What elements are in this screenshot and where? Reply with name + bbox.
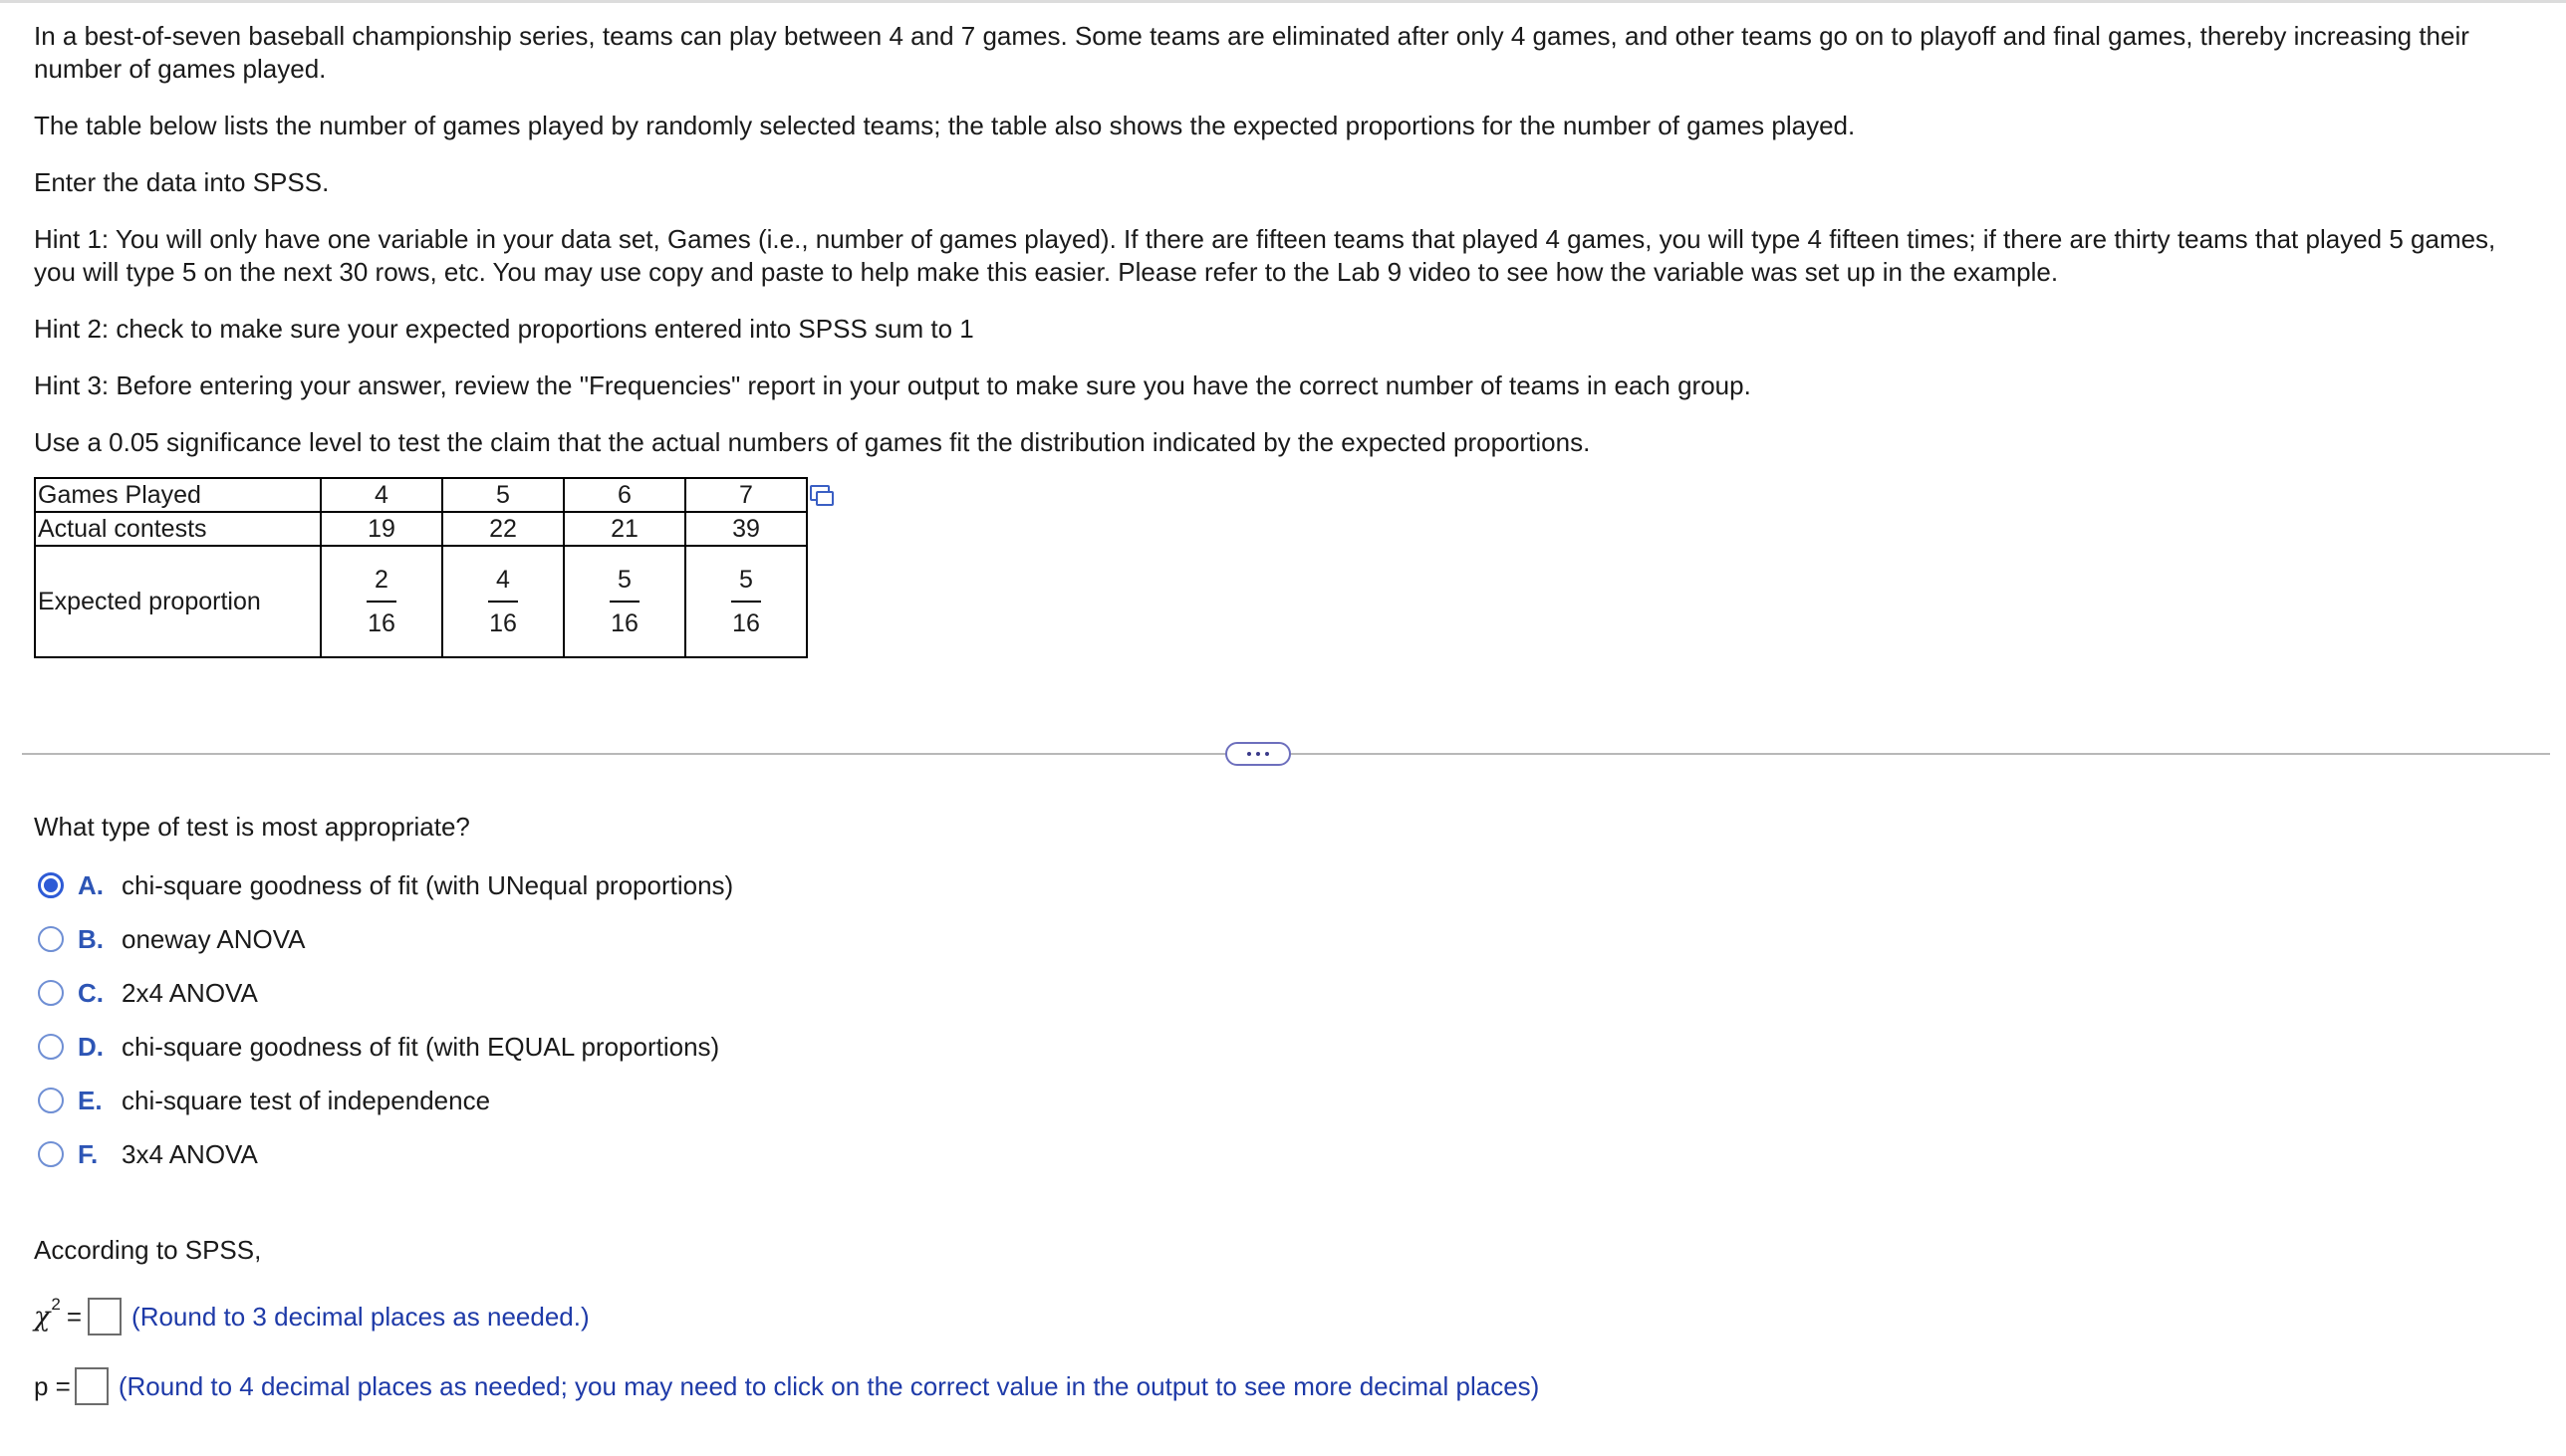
option-letter: B. [78, 923, 104, 954]
question-text: What type of test is most appropriate? [34, 812, 470, 842]
option-f[interactable] [38, 1127, 733, 1181]
claim-text: Use a 0.05 significance level to test the claim that the actual numbers of games fit the distribution indicated by the expected proportions. [34, 427, 1591, 457]
chi-square-input[interactable] [88, 1298, 122, 1335]
equals-sign: = [66, 1301, 83, 1332]
top-border [0, 0, 2566, 3]
table-row-expected [35, 546, 807, 657]
copy-icon[interactable] [809, 484, 835, 508]
numerator: 2 [375, 566, 388, 594]
problem-statement [34, 20, 2524, 483]
expected-cell [442, 546, 564, 657]
chi-square-row [34, 1297, 590, 1336]
data-table-container [34, 477, 808, 658]
radio-button[interactable] [38, 1034, 64, 1060]
games-cell: 4 [321, 478, 442, 512]
expected-cell [564, 546, 685, 657]
denominator: 16 [368, 609, 395, 637]
denominator: 16 [611, 609, 639, 637]
actual-contests-label: Actual contests [35, 512, 321, 546]
hint-2: Hint 2: check to make sure your expected proportions entered into SPSS sum to 1 [34, 314, 974, 344]
games-played-label: Games Played [35, 478, 321, 512]
option-text[interactable]: 2x4 ANOVA [122, 977, 258, 1008]
denominator: 16 [489, 609, 517, 637]
enter-instruction: Enter the data into SPSS. [34, 167, 330, 197]
option-b[interactable] [38, 912, 733, 966]
fraction [610, 565, 640, 638]
actual-cell: 19 [321, 512, 442, 546]
numerator: 5 [618, 566, 632, 594]
option-text[interactable]: chi-square goodness of fit (with UNequal proportions) [122, 869, 734, 900]
fraction [367, 565, 396, 638]
fraction [488, 565, 518, 638]
more-options-icon [1247, 752, 1251, 756]
radio-button[interactable] [38, 1141, 64, 1167]
p-label: p = [34, 1370, 71, 1401]
option-d[interactable] [38, 1020, 733, 1074]
option-text[interactable]: chi-square test of independence [122, 1085, 491, 1115]
option-letter: C. [78, 977, 104, 1008]
fraction-bar [367, 601, 396, 603]
games-cell: 5 [442, 478, 564, 512]
more-options-icon [1256, 752, 1260, 756]
p-round-hint: (Round to 4 decimal places as needed; you may need to click on the correct value in the output to see more decimal places) [118, 1370, 1540, 1401]
fraction-bar [731, 601, 761, 603]
option-letter: E. [78, 1085, 103, 1115]
p-value-row [34, 1366, 1539, 1406]
table-description: The table below lists the number of games played by randomly selected teams; the table also shows the expected proportions for the number of games played. [34, 111, 1856, 140]
chi-symbol: χ [34, 1301, 51, 1333]
numerator: 4 [496, 566, 510, 594]
according-text: According to SPSS, [34, 1235, 262, 1265]
option-letter: F. [78, 1138, 99, 1169]
table-row-games [35, 478, 807, 512]
more-options-icon [1265, 752, 1269, 756]
actual-cell: 39 [685, 512, 807, 546]
option-text[interactable]: chi-square goodness of fit (with EQUAL proportions) [122, 1031, 720, 1062]
denominator: 16 [732, 609, 760, 637]
expected-cell [685, 546, 807, 657]
games-cell: 7 [685, 478, 807, 512]
option-text[interactable]: oneway ANOVA [122, 923, 306, 954]
answer-options [38, 858, 733, 1181]
table-row-actual [35, 512, 807, 546]
option-letter: D. [78, 1031, 104, 1062]
games-cell: 6 [564, 478, 685, 512]
intro-text: In a best-of-seven baseball championship series, teams can play between 4 and 7 games. Some teams are eliminated after only 4 games, and other teams go on to playoff and final games, thereby increasing their number of games played. [34, 21, 2469, 84]
p-value-input[interactable] [75, 1367, 109, 1405]
radio-dot [44, 878, 58, 892]
actual-cell: 22 [442, 512, 564, 546]
expected-proportion-label: Expected proportion [35, 546, 321, 657]
radio-button[interactable] [38, 1088, 64, 1113]
radio-button[interactable] [38, 980, 64, 1006]
radio-button-selected[interactable] [38, 872, 64, 898]
numerator: 5 [739, 566, 753, 594]
chi-exponent: 2 [51, 1295, 61, 1314]
actual-cell: 21 [564, 512, 685, 546]
fraction-bar [488, 601, 518, 603]
fraction-bar [610, 601, 640, 603]
option-text[interactable]: 3x4 ANOVA [122, 1138, 258, 1169]
option-e[interactable] [38, 1074, 733, 1127]
option-a[interactable] [38, 858, 733, 912]
radio-button[interactable] [38, 926, 64, 952]
chi-round-hint: (Round to 3 decimal places as needed.) [131, 1301, 590, 1332]
expected-cell [321, 546, 442, 657]
fraction [731, 565, 761, 638]
hint-1: Hint 1: You will only have one variable in your data set, Games (i.e., number of games played). If there are fifteen teams that played 4 games, you will type 4 fifteen times; if there are thirty teams that played 5 games, you will type 5 on the next 30 rows, etc. You may use copy and paste to help make this easier. Please refer to the Lab 9 video to see how the variable was set up in the example. [34, 224, 2496, 287]
data-table [34, 477, 808, 658]
more-options-button[interactable] [1225, 742, 1291, 766]
option-letter: A. [78, 869, 104, 900]
option-c[interactable] [38, 966, 733, 1020]
hint-3: Hint 3: Before entering your answer, review the "Frequencies" report in your output to make sure you have the correct number of teams in each group. [34, 370, 1751, 400]
